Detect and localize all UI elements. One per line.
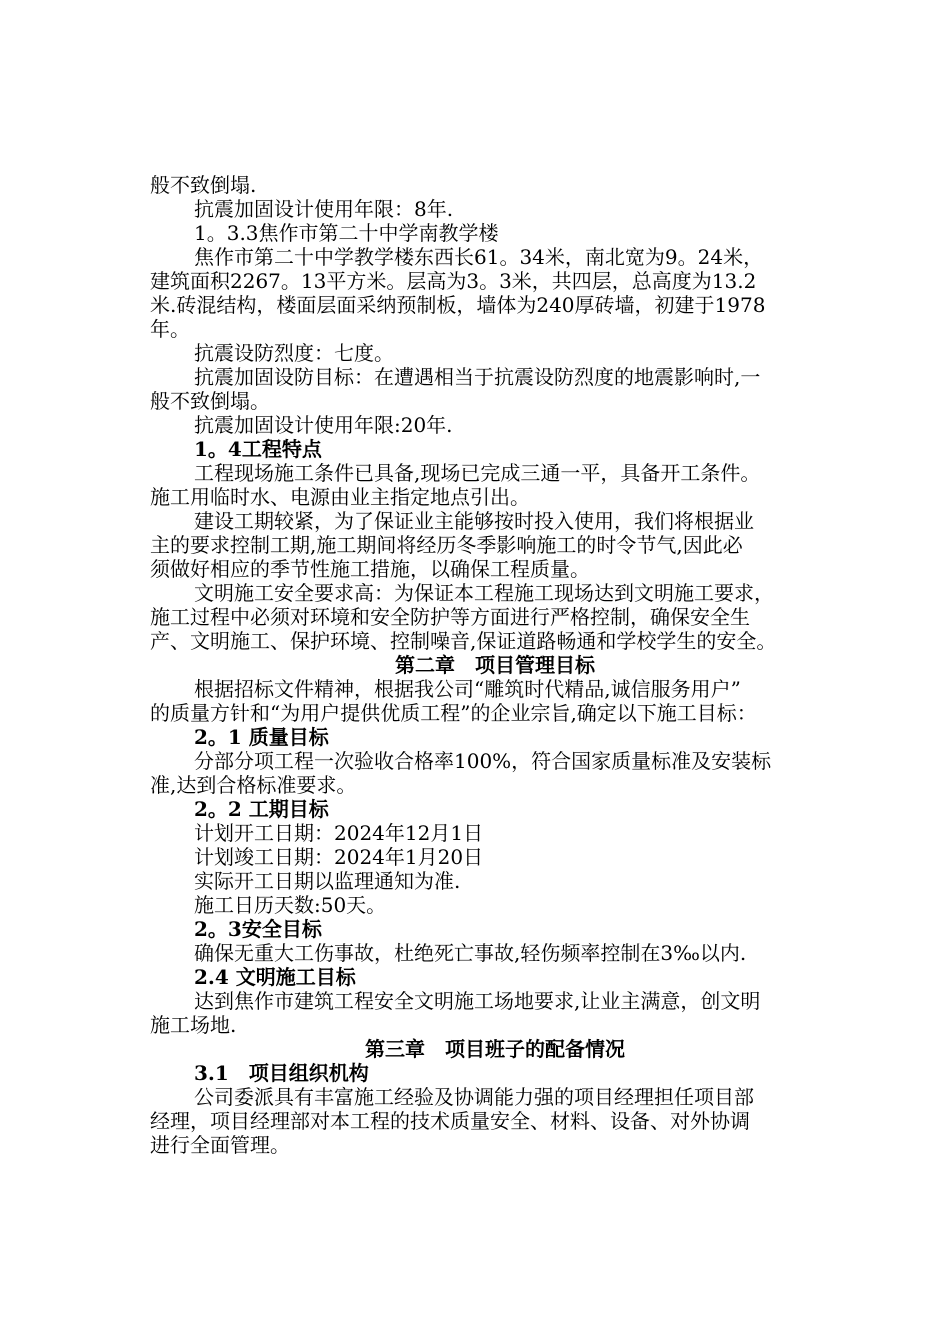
text-line: 建筑面积2267。13平方米。层高为3。3米，共四层，总高度为13.2: [150, 269, 757, 293]
text-line: 施工用临时水、电源由业主指定地点引出。: [150, 485, 530, 509]
text-line: 焦作市第二十中学教学楼东西长61。34米，南北宽为9。24米，: [194, 245, 764, 269]
section-heading: 2.4 文明施工目标: [194, 965, 356, 989]
text-line: 经理，项目经理部对本工程的技术质量安全、材料、设备、对外协调: [150, 1109, 750, 1133]
text-line: 施工日历天数:50天。: [194, 893, 387, 917]
text-line: 分部分项工程一次验收合格率100%，符合国家质量标准及安装标: [194, 749, 772, 773]
section-heading: 3.1 项目组织机构: [194, 1061, 369, 1085]
text-line: 抗震加固设防目标：在遭遇相当于抗震设防烈度的地震影响时,一: [194, 365, 761, 389]
text-line: 公司委派具有丰富施工经验及协调能力强的项目经理担任项目部: [194, 1085, 754, 1109]
text-line: 须做好相应的季节性施工措施，以确保工程质量。: [150, 557, 590, 581]
text-line: 般不致倒塌。: [150, 389, 270, 413]
section-heading: 2。3安全目标: [194, 917, 322, 941]
text-line: 主的要求控制工期,施工期间将经历冬季影响施工的时令节气,因此必: [150, 533, 743, 557]
text-line: 根据招标文件精神，根据我公司“雕筑时代精品,诚信服务用户”: [194, 677, 741, 701]
text-line: 计划开工日期：2024年12月1日: [194, 821, 484, 845]
text-line: 进行全面管理。: [150, 1133, 290, 1157]
section-heading: 2。2 工期目标: [194, 797, 329, 821]
section-heading: 1。4工程特点: [194, 437, 322, 461]
section-heading: 2。1 质量目标: [194, 725, 329, 749]
text-line: 施工过程中必须对环境和安全防护等方面进行严格控制，确保安全生: [150, 605, 750, 629]
text-line: 抗震加固设计使用年限:20年.: [194, 413, 453, 437]
text-line: 计划竣工日期：2024年1月20日: [194, 845, 484, 869]
text-line: 年。: [150, 317, 190, 341]
text-line: 的质量方针和“为用户提供优质工程”的企业宗旨,确定以下施工目标：: [150, 701, 757, 725]
text-line: 施工场地.: [150, 1013, 237, 1037]
text-line: 文明施工安全要求高：为保证本工程施工现场达到文明施工要求，: [194, 581, 774, 605]
chapter-heading: 第二章 项目管理目标: [395, 653, 595, 677]
text-line: 抗震设防烈度：七度。: [194, 341, 394, 365]
text-line: 建设工期较紧，为了保证业主能够按时投入使用，我们将根据业: [194, 509, 754, 533]
text-line: 达到焦作市建筑工程安全文明施工场地要求,让业主满意，创文明: [194, 989, 761, 1013]
text-line: 确保无重大工伤事故，杜绝死亡事故,轻伤频率控制在3‰以内.: [194, 941, 747, 965]
text-line: 实际开工日期以监理通知为准.: [194, 869, 461, 893]
text-line: 工程现场施工条件已具备,现场已完成三通一平，具备开工条件。: [194, 461, 761, 485]
text-line: 1。3.3焦作市第二十中学南教学楼: [194, 221, 499, 245]
chapter-heading: 第三章 项目班子的配备情况: [365, 1037, 625, 1061]
text-line: 米.砖混结构，楼面层面采纳预制板，墙体为240厚砖墙，初建于1978: [150, 293, 766, 317]
text-line: 产、文明施工、保护环境、控制噪音,保证道路畅通和学校学生的安全。: [150, 629, 777, 653]
text-line: 抗震加固设计使用年限：8年.: [194, 197, 454, 221]
document-page: [150, 173, 840, 1157]
text-line: 准,达到合格标准要求。: [150, 773, 357, 797]
text-line: 般不致倒塌.: [150, 173, 257, 197]
